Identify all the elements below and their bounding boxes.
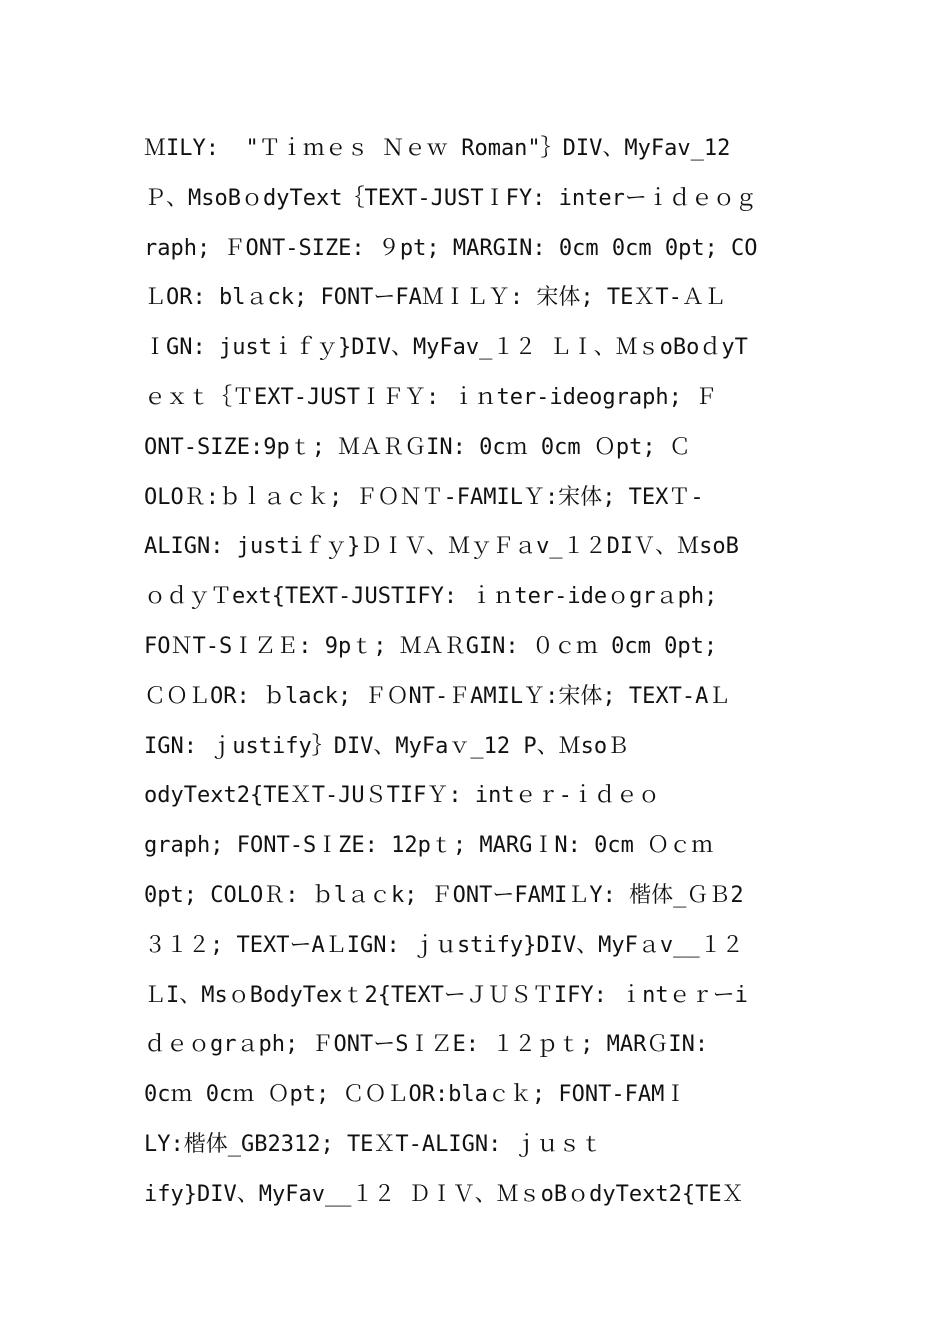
- text-line: ｏｄｙＴext{TEXT-JUSTIFY: ｉｎter-ideｏgrａph;: [144, 584, 718, 610]
- text-line: ｄｅｏgrａph; ＦONTーSＩＺE: １２ｐｔ; MARＧIN:: [144, 1032, 709, 1058]
- text-line: ALIGN: justiｆｙ}ＤＩＶ、ＭｙＦａv_１２DIＶ、ＭsoB: [144, 534, 739, 560]
- text-line: OLOＲ:ｂｌａｃｋ; ＦＯＮＴ-FAMILＹ:宋体; TEXＴ-: [144, 484, 704, 510]
- text-line: IGN: ｊustify｝DIV、MyFaｖ_12 P、ＭsoＢ: [144, 733, 630, 759]
- text-line: ify}DIV、MyFav__１２ ＤＩＶ、ＭｓoBｏdyText2{TEＸ: [144, 1181, 744, 1207]
- text-line: ＬI、MsｏBodyTexｔ2{TEXTーＪＵＳＴIFY: ｉntｅｒーi: [144, 982, 748, 1008]
- body-text: [144, 129, 814, 1225]
- text-line: graph; FONT-SＩZE: 12pｔ; MARGＩN: 0cm Ｏｃｍ: [144, 833, 714, 859]
- text-line: ＩGN: justｉｆｙ}DIV、MyFav_１２ ＬＩ、ＭｓoBoｄyT: [144, 335, 748, 361]
- text-line: ONT-SIZE:9pｔ; ＭＡＲＧIN: 0cｍ 0cm Ｏpt; Ｃ: [144, 434, 691, 460]
- text-line: 0pt; COLOＲ: ｂlａｃk; ＦONTーFAMIＬY: 楷体_ＧＢ2: [144, 882, 744, 908]
- text-line: FOＮT-SＩＺＥ: 9pｔ; ＭＡＲGIN: ０ｃｍ 0cm 0pt;: [144, 633, 718, 659]
- text-line: raph; ＦONT-SIZE: ９pt; MARGIN: 0cm 0cm 0pt; CO: [144, 235, 758, 261]
- text-line: ｅｘｔ｛ＴEXT-JUSTＩＦＹ: ｉｎter-ideograph; Ｆ: [144, 384, 718, 410]
- text-line: ３１２; TEXTーAＬIGN: ｊｕstify}DIV、MyFａv__１２: [144, 932, 744, 958]
- text-line: ＭILY: "Ｔｉｍｅｓ Ｎｅｗ Roman"｝DIV、MyFav_12: [144, 136, 731, 161]
- text-line: 0cｍ 0cｍ Ｏpt; ＣＯＬOR:blaｃｋ; FONT-FAMＩ: [144, 1082, 687, 1108]
- text-line: LY:楷体_GB2312; TEＸT-ALIGN: ｊｕｓｔ: [144, 1131, 603, 1157]
- text-line: Ｐ、MsoBｏdyText｛TEXT-JUSTＩFY: interーｉｄｅｏｇ: [144, 185, 757, 211]
- text-line: ＣＯＬOR: ｂlack; ＦＯNT-ＦAMILＹ:宋体; TEXT-AＬ: [144, 683, 731, 709]
- text-line: ＬOR: blａck; FONTーFAＭＩＬＹ: 宋体; TEＸT-ＡＬ: [144, 285, 726, 311]
- text-line: odyText2{TEＸT-JUＳTIFＹ: intｅｒ-ｉｄｅｏ: [144, 783, 660, 809]
